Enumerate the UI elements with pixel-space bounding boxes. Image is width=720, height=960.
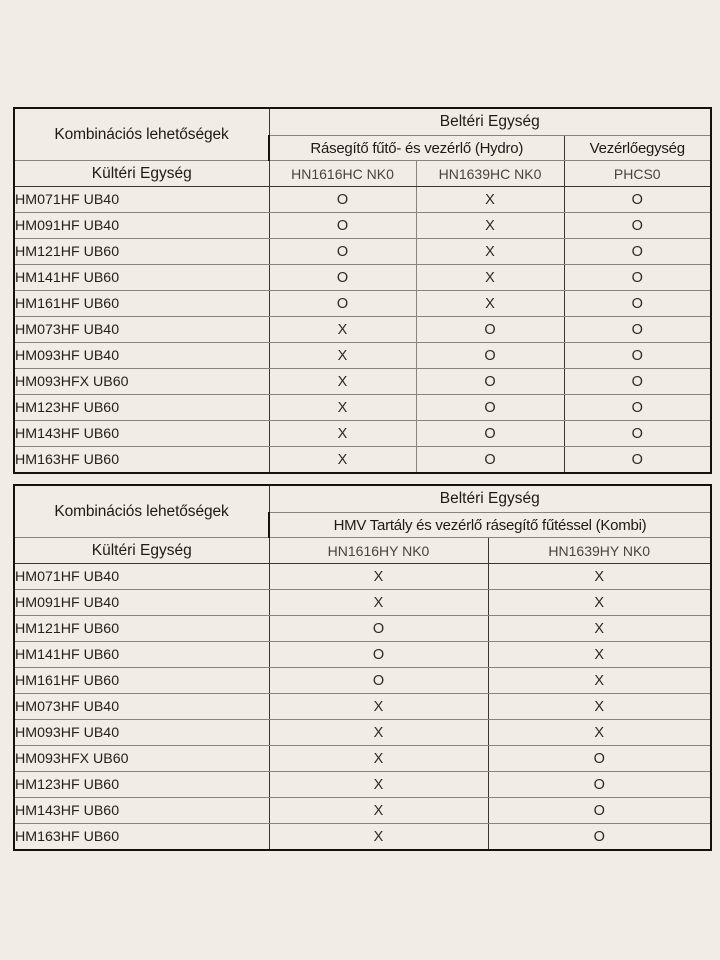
row-mark: X [416, 265, 564, 291]
row-mark: X [269, 772, 488, 798]
table-row [14, 616, 711, 642]
row-mark: O [564, 395, 711, 421]
row-mark: X [488, 564, 711, 590]
row-mark: X [488, 668, 711, 694]
model-header-hn1639hc: HN1639HC NK0 [416, 161, 564, 187]
group-header-indoor-unit: Beltéri Egység [269, 108, 711, 136]
row-mark: O [416, 343, 564, 369]
row-mark: O [564, 317, 711, 343]
row-axis-label-outdoor-unit: Kültéri Egység [14, 538, 269, 564]
row-mark: X [416, 213, 564, 239]
table-row [14, 447, 711, 474]
row-mark: O [488, 746, 711, 772]
row-mark: O [564, 239, 711, 265]
table-header-row-group [14, 485, 711, 513]
table-row [14, 317, 711, 343]
row-unit-name: HM091HF UB40 [14, 590, 269, 616]
row-mark: X [488, 616, 711, 642]
row-unit-name: HM093HFX UB60 [14, 369, 269, 395]
model-header-hn1616hc: HN1616HC NK0 [269, 161, 416, 187]
row-mark: O [416, 395, 564, 421]
row-unit-name: HM163HF UB60 [14, 824, 269, 851]
table-row [14, 187, 711, 213]
combination-table-kombi [13, 484, 712, 851]
model-header-phcs0: PHCS0 [564, 161, 711, 187]
row-mark: X [416, 187, 564, 213]
row-mark: O [269, 642, 488, 668]
row-mark: X [488, 694, 711, 720]
table-row [14, 824, 711, 851]
row-mark: X [488, 720, 711, 746]
row-mark: X [269, 798, 488, 824]
model-header-hn1639hy: HN1639HY NK0 [488, 538, 711, 564]
table-separator-gap [13, 474, 710, 484]
row-unit-name: HM123HF UB60 [14, 395, 269, 421]
row-mark: X [488, 642, 711, 668]
row-mark: X [269, 564, 488, 590]
row-mark: O [488, 798, 711, 824]
row-mark: O [564, 213, 711, 239]
row-mark: X [269, 447, 416, 474]
row-unit-name: HM073HF UB40 [14, 317, 269, 343]
row-mark: O [416, 369, 564, 395]
row-mark: O [564, 291, 711, 317]
table-row [14, 720, 711, 746]
row-mark: O [269, 616, 488, 642]
row-mark: X [269, 343, 416, 369]
row-mark: O [269, 291, 416, 317]
row-mark: O [269, 668, 488, 694]
row-unit-name: HM163HF UB60 [14, 447, 269, 474]
table-row [14, 642, 711, 668]
table-row [14, 395, 711, 421]
row-mark: X [269, 421, 416, 447]
combination-table-hydro-control [13, 107, 712, 474]
row-unit-name: HM143HF UB60 [14, 798, 269, 824]
row-mark: X [269, 720, 488, 746]
row-mark: O [564, 447, 711, 474]
row-mark: O [269, 187, 416, 213]
row-unit-name: HM093HFX UB60 [14, 746, 269, 772]
table-row [14, 590, 711, 616]
row-unit-name: HM091HF UB40 [14, 213, 269, 239]
row-mark: O [416, 317, 564, 343]
row-unit-name: HM141HF UB60 [14, 642, 269, 668]
subheader-control-unit: Vezérlőegység [564, 136, 711, 161]
row-unit-name: HM093HF UB40 [14, 720, 269, 746]
model-header-hn1616hy: HN1616HY NK0 [269, 538, 488, 564]
row-mark: X [416, 239, 564, 265]
table-row [14, 421, 711, 447]
row-unit-name: HM123HF UB60 [14, 772, 269, 798]
row-mark: O [269, 265, 416, 291]
table-row [14, 564, 711, 590]
subheader-hydro: Rásegítő fűtő- és vezérlő (Hydro) [269, 136, 564, 161]
row-mark: X [269, 317, 416, 343]
row-unit-name: HM161HF UB60 [14, 291, 269, 317]
row-mark: O [564, 421, 711, 447]
group-header-indoor-unit: Beltéri Egység [269, 485, 711, 513]
row-mark: O [269, 213, 416, 239]
table-row [14, 798, 711, 824]
row-unit-name: HM071HF UB40 [14, 564, 269, 590]
table-row [14, 239, 711, 265]
table-row [14, 369, 711, 395]
row-unit-name: HM121HF UB60 [14, 616, 269, 642]
row-mark: O [488, 772, 711, 798]
table-row [14, 343, 711, 369]
row-mark: X [416, 291, 564, 317]
row-mark: O [416, 447, 564, 474]
table-model-row [14, 538, 711, 564]
row-unit-name: HM073HF UB40 [14, 694, 269, 720]
table-row [14, 213, 711, 239]
corner-label-combinations: Kombinációs lehetőségek [14, 485, 269, 538]
table-row [14, 772, 711, 798]
row-mark: X [269, 746, 488, 772]
row-unit-name: HM161HF UB60 [14, 668, 269, 694]
row-unit-name: HM093HF UB40 [14, 343, 269, 369]
table-row [14, 265, 711, 291]
row-mark: X [269, 694, 488, 720]
row-unit-name: HM143HF UB60 [14, 421, 269, 447]
row-unit-name: HM141HF UB60 [14, 265, 269, 291]
row-mark: X [269, 824, 488, 851]
table-row [14, 694, 711, 720]
row-mark: X [269, 395, 416, 421]
subheader-kombi: HMV Tartály és vezérlő rásegítő fűtéssel (Kombi) [269, 513, 711, 538]
row-unit-name: HM071HF UB40 [14, 187, 269, 213]
row-mark: O [564, 369, 711, 395]
table-row [14, 291, 711, 317]
row-mark: O [564, 187, 711, 213]
table-header-row-group [14, 108, 711, 136]
row-mark: O [416, 421, 564, 447]
row-mark: O [488, 824, 711, 851]
row-mark: O [564, 265, 711, 291]
table-row [14, 668, 711, 694]
row-axis-label-outdoor-unit: Kültéri Egység [14, 161, 269, 187]
table-row [14, 746, 711, 772]
row-unit-name: HM121HF UB60 [14, 239, 269, 265]
row-mark: O [269, 239, 416, 265]
row-mark: X [269, 369, 416, 395]
row-mark: X [488, 590, 711, 616]
corner-label-combinations: Kombinációs lehetőségek [14, 108, 269, 161]
table-model-row [14, 161, 711, 187]
row-mark: X [269, 590, 488, 616]
row-mark: O [564, 343, 711, 369]
